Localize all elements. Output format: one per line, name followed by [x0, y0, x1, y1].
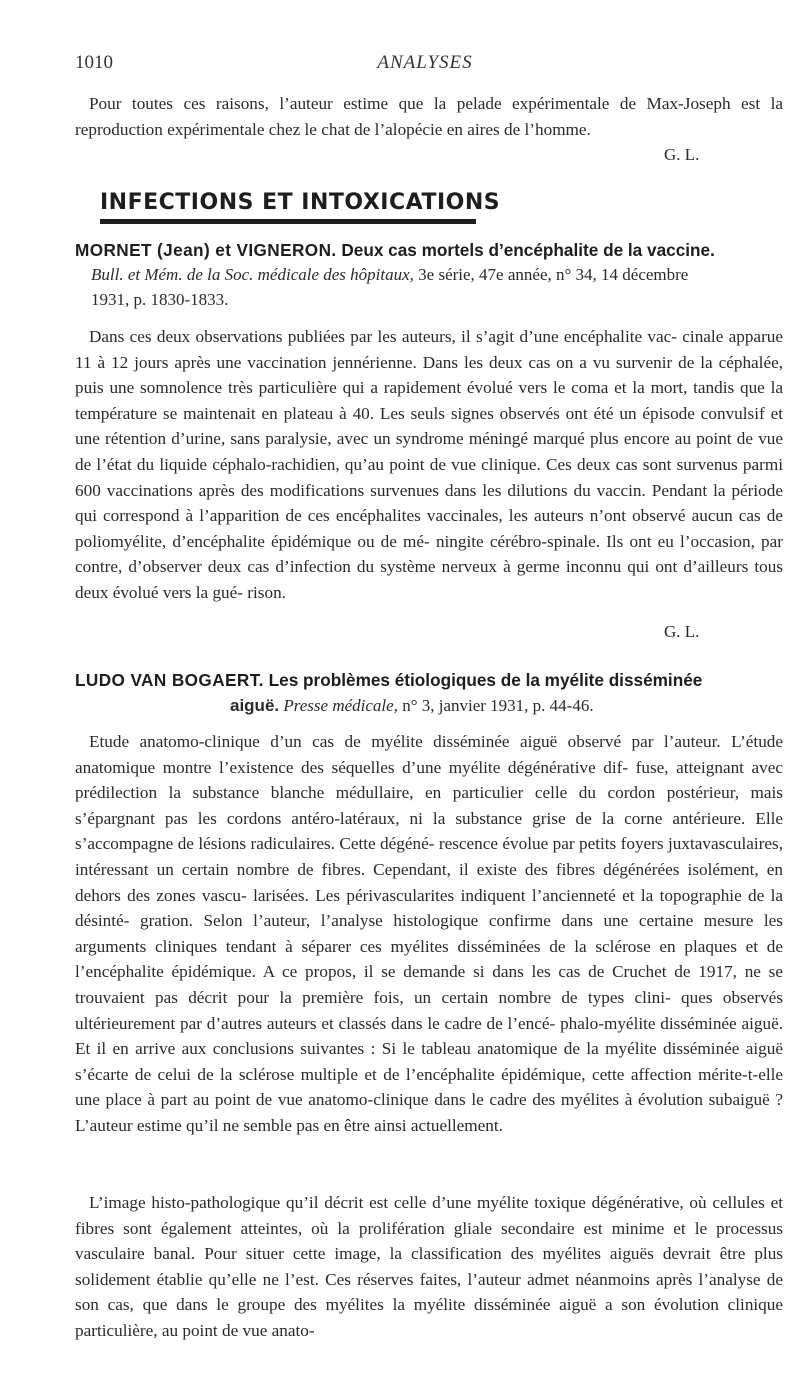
entry2-line: et de l’encéphalite épidémique. A ce propos, il se demande si dans les cas de Cruchet de — [75, 936, 783, 982]
entry1-line: Pendant la période qui correspond à l’apparition de ces encéphalites vaccinales, les — [75, 480, 783, 526]
entry2-line: arguments cliniques tendant à séparer ces myélites disséminées de la sclérose en plaques — [75, 936, 737, 956]
entry2-line: vue anatomo-clinique dans le cadre des myélites à évolution subaiguë ? L’auteur estime — [75, 1090, 784, 1135]
entry1-authors: MORNET (Jean) et VIGNERON. — [75, 240, 337, 260]
entry1-reference — [91, 262, 688, 288]
entry2-line: qu’il ne semble pas en être ainsi actuellement. — [186, 1115, 503, 1135]
intro-signature: G. L. — [664, 145, 700, 164]
entry1-body — [75, 324, 783, 606]
entry2-line: 1917, ne se trouvaient pas décrit pour la première fois, un certain nombre de types clini- — [75, 962, 783, 1007]
entry1-journal: Bull. et Mém. de la Soc. médicale des hôpitaux, — [91, 265, 414, 284]
entry2-line: gration. Selon l’auteur, l’analyse histologique confirme dans une certaine mesure les — [139, 911, 784, 931]
entry2-line: rescence évolue par petits foyers juxtavasculaires, intéressant un certain nombre de — [75, 834, 784, 879]
running-head: ANALYSES — [377, 52, 473, 73]
entry2-line: myélites aiguës devrait être plus solidement établie qu’elle ne l’est. Ces réserves faites, — [75, 1244, 783, 1289]
entry2-line: ques observés ultérieurement par d’autres auteurs et classés dans le cadre de l’encé- — [75, 987, 783, 1033]
entry1-line: évolué vers le coma et la mort, tandis que la température se maintenait en plateau à — [75, 378, 783, 423]
entry2-line: de l’encéphalite épidémique, cette affection mérite-t-elle une place à part au point de — [75, 1064, 783, 1110]
entry1-title — [75, 238, 787, 264]
entry1-line: parmi 600 vaccinations après des modifications survenues dans les dilutions du vaccin. — [75, 454, 784, 500]
section-heading: INFECTIONS ET INTOXICATIONS — [100, 190, 501, 215]
entry1-line: liquide céphalo-rachidien, qu’au point de vue clinique. Ces deux cas sont survenus — [159, 454, 738, 474]
entry1-line: rison. — [247, 582, 286, 602]
entry1-line: auteurs n’ont observé aucun cas de poliomyélite, d’encéphalite épidémique ou de mé- — [75, 506, 784, 551]
intro-line: est la reproduction expérimentale chez le chat de l’alopécie en aires de l’homme. — [75, 94, 783, 139]
entry1-signature: G. L. — [664, 622, 700, 641]
intro-line: Pour toutes ces raisons, l’auteur estime que la pelade expérimentale de Max-Joseph — [89, 94, 731, 113]
entry2-line: Etude anatomo-clinique d’un cas de myélite disséminée aiguë observé par l’auteur. — [89, 732, 721, 751]
entry2-body — [75, 729, 783, 1139]
intro-paragraph — [75, 91, 783, 142]
entry2-body-continued — [75, 1190, 783, 1344]
entry1-line: vu survenir de la céphalée, puis une somnolence très particulière qui a rapidement — [75, 352, 784, 398]
entry2-line: du cordon postérieur, mais s’épargnant pas les cordons antéro-latéraux, ni la substance — [75, 783, 783, 828]
entry2-line: où cellules et fibres sont également atteintes, où la prolifération gliale secondaire est — [75, 1193, 783, 1238]
entry1-reference-pages — [91, 287, 228, 313]
entry2-line: larisées. Les périvascularites indiquent l’ancienneté et la topographie de la désinté- — [75, 885, 783, 931]
entry2-line: la myélite disséminée aiguë a son évolution clinique particulière, au point de vue anato- — [75, 1295, 783, 1340]
entry2-title-end: aiguë. — [230, 696, 280, 715]
entry2-line: anatomique de la myélite disséminée aiguë s’écarte de celui de la sclérose multiple et — [75, 1039, 784, 1084]
entry2-line: fibres. Cependant, il existe des fibres dégénérées isolément, en dehors des zones vascu- — [75, 859, 783, 905]
entry2-line: l’auteur admet néanmoins après l’analyse de son cas, que dans le groupe des myélites — [75, 1269, 783, 1315]
entry2-line: fuse, atteignant avec prédilection la substance blanche médullaire, en particulier celle — [75, 757, 783, 803]
entry2-ref-details: n° 3, janvier 1931, p. 44-46. — [402, 696, 594, 715]
entry1-line: Dans ces deux observations publiées par les auteurs, il s’agit d’une encéphalite vac- — [89, 327, 677, 346]
entry1-ref-details: 3e série, 47e année, n° 34, 14 décembre — [418, 265, 689, 284]
entry1-line: du système nerveux à germe inconnu qui ont d’ailleurs tous deux évolué vers la gué- — [75, 557, 783, 602]
entry2-line: phalo-myélite disséminée aiguë. Et il en arrive aux conclusions suivantes : Si le tableau — [75, 1013, 783, 1059]
entry2-line: minime et le processus vasculaire banal. Pour situer cette image, la classification des — [75, 1218, 783, 1264]
entry2-article-title: Les problèmes étiologiques de la myélite disséminée — [268, 670, 703, 690]
entry2-line: L’image histo-pathologique qu’il décrit est celle d’une myélite toxique dégénérative, — [89, 1193, 684, 1212]
entry1-line: 40. Les seuls signes observés ont été un épisode convulsif et une rétention d’urine, sans — [75, 403, 783, 449]
page-number: 1010 — [75, 52, 113, 73]
entry1-line: paralysie, avec un syndrome méningé marqué plus encore au point de vue de l’état du — [75, 429, 784, 474]
entry2-journal: Presse médicale, — [283, 696, 398, 715]
entry1-ref-pages: 1931, p. 1830-1833. — [91, 290, 229, 309]
entry1-line: cinale apparue 11 à 12 jours après une vaccination jennérienne. Dans les deux cas on a — [75, 327, 784, 372]
entry1-article-title: Deux cas mortels d’encéphalite de la vaccine. — [341, 240, 715, 260]
entry2-line: L’étude anatomique montre l’existence des séquelles d’une myélite dégénérative dif- — [75, 732, 784, 777]
section-heading-rule — [100, 219, 476, 224]
entry2-authors: LUDO VAN BOGAERT. — [75, 670, 264, 690]
entry2-line: grise de la corne antérieure. Elle s’accompagne de lésions radiculaires. Cette dégéné- — [75, 808, 784, 854]
entry2-reference — [230, 693, 594, 719]
entry1-line: ningite cérébro-spinale. Ils ont eu l’occasion, par contre, d’observer deux cas d’infection — [75, 531, 784, 577]
page-header — [75, 52, 775, 76]
entry2-title — [75, 668, 787, 694]
